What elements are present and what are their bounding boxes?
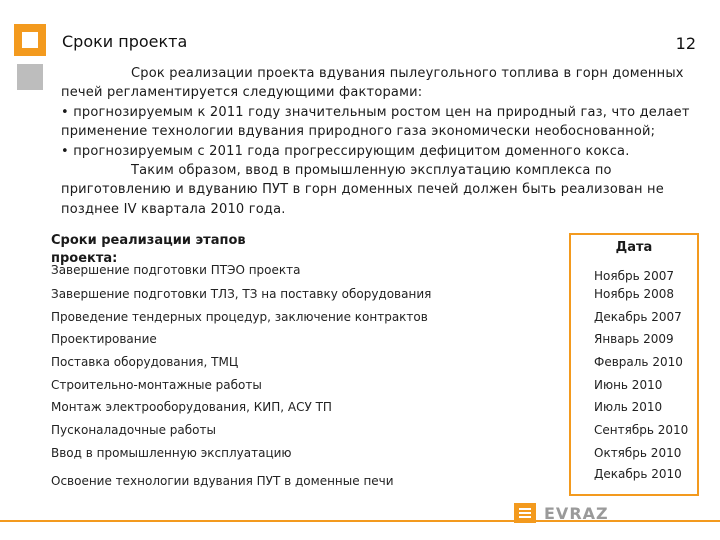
stage-label: Ввод в промышленную эксплуатацию [51, 446, 292, 460]
stage-label: Освоение технологии вдувания ПУТ в доменные печи [51, 474, 394, 488]
stage-date: Июнь 2010 [594, 378, 663, 392]
page-number: 12 [675, 34, 696, 53]
stage-label: Завершение подготовки ТЛЗ, ТЗ на поставку оборудования [51, 287, 432, 301]
stage-date: Ноябрь 2007 [594, 269, 675, 283]
intro-text [61, 64, 711, 219]
gray-square-decoration [17, 64, 43, 90]
stage-date: Ноябрь 2008 [594, 287, 675, 301]
stage-date: Октябрь 2010 [594, 446, 682, 460]
stage-date: Январь 2009 [594, 332, 674, 346]
stage-date: Июль 2010 [594, 400, 663, 414]
intro-paragraph: Срок реализации проекта вдувания пылеугольного топлива в горн доменных печей регламентируется следующими факторами: [61, 66, 684, 101]
page-title: Сроки проекта [62, 32, 188, 51]
stages-header: Сроки реализации этапов проекта: [51, 233, 246, 266]
stage-label: Завершение подготовки ПТЭО проекта [51, 263, 301, 277]
footer-accent-line [0, 520, 720, 522]
logo-square-icon [14, 24, 46, 56]
stage-label: Проведение тендерных процедур, заключение контрактов [51, 310, 428, 324]
intro-bullet: • прогнозируемым к 2011 году значительным ростом цен на природный газ, что делает применение технологии вдувания природного газа экономически необоснованной; [61, 104, 690, 140]
intro-bullet: • прогнозируемым с 2011 года прогрессирующим дефицитом доменного кокса. [61, 143, 630, 159]
brand-name: EVRAZ [544, 504, 609, 523]
date-header: Дата [615, 240, 653, 255]
stage-date: Декабрь 2010 [594, 467, 682, 481]
stage-label: Строительно-монтажные работы [51, 378, 262, 392]
evraz-logo-icon [514, 503, 536, 523]
stage-label: Монтаж электрооборудования, КИП, АСУ ТП [51, 400, 332, 414]
stage-date: Февраль 2010 [594, 355, 683, 369]
stage-label: Поставка оборудования, ТМЦ [51, 355, 239, 369]
stage-date: Сентябрь 2010 [594, 423, 689, 437]
stage-date: Декабрь 2007 [594, 310, 682, 324]
intro-paragraph: Таким образом, ввод в промышленную эксплуатацию комплекса по приготовлению и вдуванию ПУТ в горн доменных печей должен быть реализован не позднее IV квартала 2010 года. [61, 163, 664, 217]
stage-label: Проектирование [51, 332, 157, 346]
stage-label: Пусконаладочные работы [51, 423, 216, 437]
